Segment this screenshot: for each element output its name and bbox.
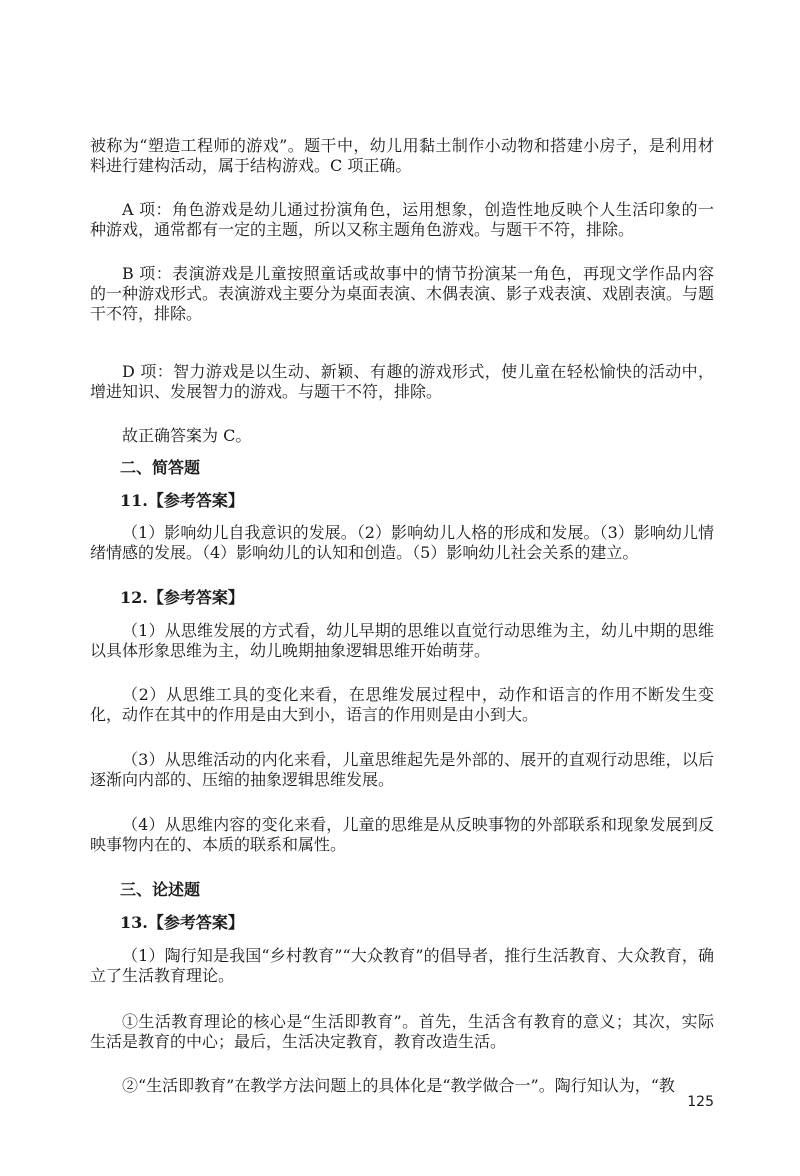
answer-label-11: 11.【参考答案】 — [120, 491, 244, 510]
paragraph-option-d: D 项：智力游戏是以生动、新颖、有趣的游戏形式，使儿童在轻松愉快的活动中，增进知识、发展智力的游戏。与题干不符，排除。 — [90, 362, 714, 401]
paragraph-conclusion: 故正确答案为 C。 — [122, 426, 252, 445]
paragraph-answer-12-2: （2）从思维工具的变化来看，在思维发展过程中，动作和语言的作用不断发生变化，动作在其中的作用是由大到小，语言的作用则是由小到大。 — [90, 685, 714, 724]
paragraph-answer-12-1: （1）从思维发展的方式看，幼儿早期的思维以直觉行动思维为主，幼儿中期的思维以具体形象思维为主，幼儿晚期抽象逻辑思维开始萌芽。 — [90, 621, 714, 660]
section-heading-essay: 三、论述题 — [120, 880, 201, 899]
paragraph-structure-game: 被称为“塑造工程师的游戏”。题干中，幼儿用黏土制作小动物和搭建小房子，是利用材料进行建构活动，属于结构游戏。C 项正确。 — [90, 136, 714, 175]
answer-label-12: 12.【参考答案】 — [120, 588, 244, 607]
paragraph-option-b: B 项：表演游戏是儿童按照童话或故事中的情节扮演某一角色，再现文学作品内容的一种游戏形式。表演游戏主要分为桌面表演、木偶表演、影子戏表演、戏剧表演。与题干不符，排除。 — [90, 264, 715, 323]
paragraph-answer-12-3: （3）从思维活动的内化来看，儿童思维起先是外部的、展开的直观行动思维，以后逐渐向内部的、压缩的抽象逻辑思维发展。 — [90, 750, 714, 789]
paragraph-answer-13-3: ②“生活即教育”在教学方法问题上的具体化是“教学做合一”。陶行知认为，“教 — [122, 1076, 675, 1095]
paragraph-answer-12-4: （4）从思维内容的变化来看，儿童的思维是从反映事物的外部联系和现象发展到反映事物内在的、本质的联系和属性。 — [90, 815, 714, 854]
section-heading-short-answer: 二、简答题 — [120, 458, 201, 477]
paragraph-option-a: A 项：角色游戏是幼儿通过扮演角色，运用想象，创造性地反映个人生活印象的一种游戏，通常都有一定的主题，所以又称主题角色游戏。与题干不符，排除。 — [90, 200, 714, 239]
paragraph-answer-13-2: ①生活教育理论的核心是“生活即教育”。首先，生活含有教育的意义；其次，实际生活是教育的中心；最后，生活决定教育，教育改造生活。 — [90, 1012, 714, 1051]
paragraph-answer-11: （1）影响幼儿自我意识的发展。（2）影响幼儿人格的形成和发展。（3）影响幼儿情绪情感的发展。（4）影响幼儿的认知和创造。（5）影响幼儿社会关系的建立。 — [90, 523, 714, 562]
answer-label-13: 13.【参考答案】 — [120, 913, 244, 932]
page-number: 125 — [687, 1094, 714, 1110]
paragraph-answer-13-1: （1）陶行知是我国“乡村教育”“大众教育”的倡导者，推行生活教育、大众教育，确立了生活教育理论。 — [90, 946, 714, 985]
